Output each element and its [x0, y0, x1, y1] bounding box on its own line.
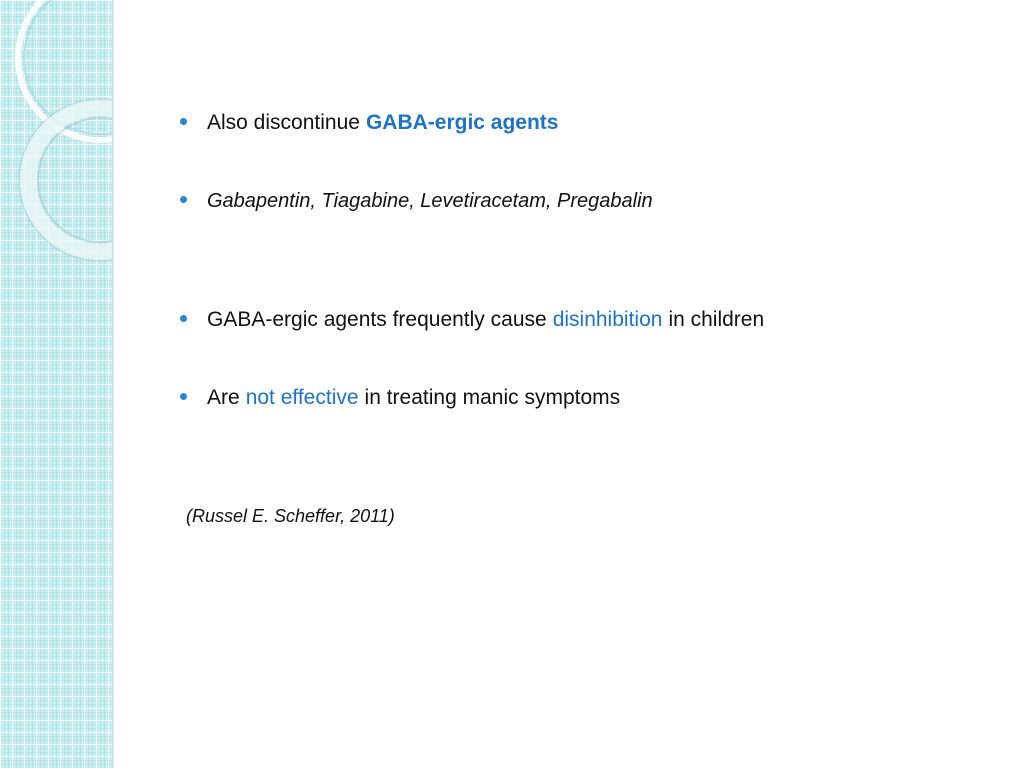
bullet-text-emphasis: disinhibition — [552, 308, 663, 331]
citation: (Russel E. Scheffer, 2011) — [186, 506, 395, 526]
decorative-rings — [0, 0, 112, 768]
bullet-dot — [180, 393, 187, 400]
bullet-item-1 — [180, 111, 558, 135]
bullet-dot — [180, 196, 187, 203]
drug-list-text: Gabapentin, Tiagabine, Levetiracetam, Pregabalin — [207, 190, 653, 212]
side-panel-edge — [112, 0, 115, 768]
bullet-text-prefix: Are — [207, 386, 240, 409]
bullet-text-emphasis: not effective — [245, 386, 359, 409]
bullet-item-2 — [180, 190, 653, 213]
bullet-dot — [180, 315, 187, 322]
bullet-item-3 — [180, 308, 764, 332]
bullet-text-prefix: Also discontinue — [207, 111, 360, 134]
decorative-side-panel — [0, 0, 112, 768]
bullet-item-4 — [180, 386, 620, 410]
bullet-text-prefix: GABA-ergic agents frequently cause — [207, 308, 547, 331]
bullet-dot — [180, 118, 187, 125]
bullet-text-suffix: in children — [668, 308, 765, 331]
bullet-text-emphasis: GABA-ergic agents — [365, 111, 559, 134]
lower-ring — [28, 108, 112, 252]
bullet-text-suffix: in treating manic symptoms — [364, 386, 621, 409]
